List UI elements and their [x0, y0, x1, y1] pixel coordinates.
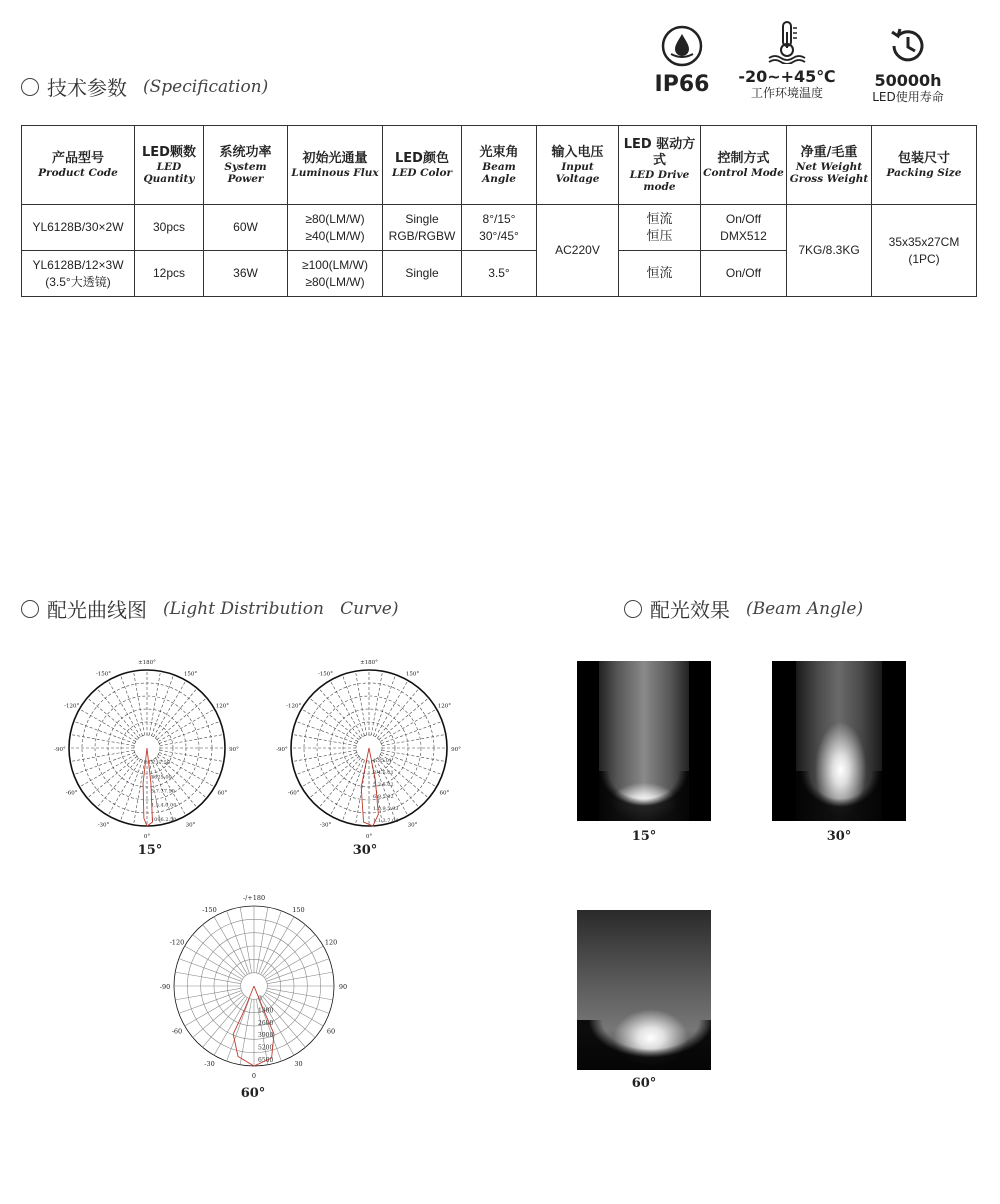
polar-radial-label: 1300 [258, 1007, 274, 1015]
polar-angle-label: 30 [294, 1060, 303, 1069]
polar-angle-label: 90 [338, 983, 348, 991]
thermometer-icon [765, 18, 809, 64]
cell-color: Single RGB/RGBW [383, 205, 462, 251]
cell-power: 36W [204, 251, 288, 297]
polar-angle-label: -120 [169, 938, 185, 947]
polar-angle-label: -30° [319, 822, 332, 829]
header-beam-angle: 光束角 Beam Angle [462, 126, 537, 205]
polar-radial-label: 0 [258, 995, 262, 1003]
polar-radial-label: 3900 [258, 1032, 274, 1040]
cell-flux: ≥80(LM/W) ≥40(LM/W) [288, 205, 383, 251]
polar-grid-spoke [379, 698, 429, 740]
polar-angle-label: -30° [97, 822, 110, 829]
cell-drive: 恒流 [619, 251, 701, 297]
polar-angle-label: -60° [65, 790, 78, 797]
polar-radial-label: 1.0.9.5.03 [373, 806, 399, 812]
beam-image-15 [577, 661, 711, 821]
polar-angle-label: -120° [64, 703, 80, 710]
polar-radial-label: 3625.00 [151, 774, 172, 781]
polar-radial-label: 5.17.50 [151, 760, 171, 767]
polar-angle-label: 120 [324, 938, 338, 947]
header-led-color: LED颜色 LED Color [383, 126, 462, 205]
spec-title-en: (Specification) [143, 76, 269, 97]
beam-image-30 [772, 661, 906, 821]
header-input-voltage: 输入电压 Input Voltage [537, 126, 619, 205]
polar-grid-spoke [87, 756, 137, 798]
polar-angle-label: 60 [326, 1027, 336, 1036]
curve-title-en: (Light Distribution Curve) [163, 598, 399, 619]
header-system-power: 系统功率 System Power [204, 126, 288, 205]
polar-grid-spoke [263, 925, 306, 976]
polar-angle-label: -90 [160, 983, 171, 991]
polar-angle-label: -150° [317, 671, 334, 678]
polar-grid-spoke [87, 698, 137, 740]
polar-grid-spoke [157, 698, 207, 740]
beam-title-en: (Beam Angle) [746, 598, 864, 619]
header-control-mode: 控制方式 Control Mode [701, 126, 787, 205]
lifetime-hours: 50000h [874, 71, 942, 90]
polar-radial-label: 1.5.4.0.00 [151, 802, 177, 809]
polar-diagram-60 [160, 893, 360, 1083]
polar-angle-label: -60° [287, 790, 300, 797]
polar-radial-label: 1.1.3.7.04 [373, 818, 399, 824]
polar-angle-label: ±180° [138, 660, 156, 666]
polar-radial-label: 6500 [258, 1056, 274, 1064]
cell-flux: ≥100(LM/W) ≥80(LM/W) [288, 251, 383, 297]
header-packing-size: 包装尺寸 Packing Size [872, 126, 977, 205]
polar-grid-spoke [264, 995, 315, 1038]
polar-grid-spoke [203, 925, 246, 976]
polar-grid-spoke [193, 995, 244, 1038]
beam-section-title [624, 594, 863, 623]
cell-weight: 7KG/8.3KG [787, 205, 872, 297]
spec-title-zh: 技术参数 [47, 76, 127, 100]
polar-angle-label: 90° [451, 747, 461, 753]
polar-angle-label: -/+180 [242, 894, 266, 902]
polar-radial-label: 5.7.37.50 [151, 788, 175, 795]
polar-angle-label: -30 [204, 1060, 215, 1069]
polar-grid-spoke [193, 935, 244, 978]
polar-radial-label: 3.4.5.01 [373, 770, 394, 776]
curve-title-zh: 配光曲线图 [47, 598, 147, 622]
cell-qty: 30pcs [135, 205, 204, 251]
polar-radial-label: 2600 [258, 1019, 274, 1027]
beam-caption-15: 15° [631, 829, 657, 844]
cell-code: YL6128B/12×3W (3.5°大透镜) [22, 251, 135, 297]
polar-angle-label: 30° [185, 822, 196, 829]
polar-radial-label: 1096.2.50 [151, 816, 177, 823]
cell-color: Single [383, 251, 462, 297]
beam-image-60 [577, 910, 711, 1070]
table-header-row [22, 126, 977, 205]
polar-caption-30: 30° [352, 843, 378, 858]
polar-radial-label: 5.3.5.02 [373, 782, 394, 788]
spec-table [21, 125, 977, 297]
table-row [22, 205, 977, 251]
bullet-circle-icon [21, 600, 39, 618]
lifetime-caption: LED使用寿命 [872, 90, 944, 104]
waterproof-icon [660, 24, 704, 68]
polar-diagram-15 [40, 655, 260, 840]
polar-angle-label: 30° [407, 822, 418, 829]
polar-angle-label: -150 [202, 905, 217, 914]
polar-diagram-30 [262, 655, 482, 840]
polar-angle-label: ±180° [360, 660, 378, 666]
cell-code: YL6128B/30×2W [22, 205, 135, 251]
polar-angle-label: 0 [251, 1072, 257, 1080]
polar-angle-label: 120° [437, 703, 451, 710]
polar-grid-spoke [377, 688, 419, 738]
polar-angle-label: -90° [54, 747, 66, 753]
beam-title-zh: 配光效果 [650, 598, 730, 622]
curve-section-title [21, 594, 399, 623]
cell-beam: 3.5° [462, 251, 537, 297]
temperature-range: -20~+45℃ [738, 67, 836, 86]
polar-grid-spoke [264, 935, 315, 978]
cell-voltage: AC220V [537, 205, 619, 297]
bullet-circle-icon [21, 78, 39, 96]
clock-icon [886, 24, 930, 68]
polar-angle-label: 0° [143, 834, 151, 840]
polar-grid-spoke [309, 756, 359, 798]
polar-angle-label: 60° [217, 790, 228, 797]
polar-angle-label: 120° [215, 703, 229, 710]
polar-radial-label: 1.35.01 [373, 758, 393, 764]
feature-temperature [737, 18, 837, 100]
cell-control: On/Off DMX512 [701, 205, 787, 251]
spec-section-title [21, 72, 268, 101]
polar-angle-label: -90° [276, 747, 288, 753]
cell-power: 60W [204, 205, 288, 251]
cell-control: On/Off [701, 251, 787, 297]
polar-grid-spoke [309, 698, 359, 740]
temperature-caption: 工作环境温度 [750, 86, 823, 100]
polar-radial-label: 6.9.5.02 [373, 794, 394, 800]
header-led-quantity: LED颗数 LED Quantity [135, 126, 204, 205]
polar-angle-label: 0° [365, 834, 373, 840]
beam-caption-60: 60° [631, 1076, 657, 1091]
polar-angle-label: -60 [171, 1027, 183, 1036]
cell-beam: 8°/15° 30°/45° [462, 205, 537, 251]
polar-grid-spoke [97, 688, 139, 738]
header-product-code: 产品型号 Product Code [22, 126, 135, 205]
feature-ip66 [648, 24, 716, 97]
polar-grid-spoke [319, 688, 361, 738]
cell-pack: 35x35x27CM (1PC) [872, 205, 977, 297]
feature-lifetime [858, 24, 958, 104]
polar-radial-label: 5200 [258, 1044, 274, 1052]
polar-angle-label: -120° [286, 703, 302, 710]
cell-qty: 12pcs [135, 251, 204, 297]
polar-grid-spoke [155, 688, 197, 738]
polar-grid-spoke [319, 758, 361, 808]
beam-caption-30: 30° [826, 829, 852, 844]
header-weight: 净重/毛重 Net Weight Gross Weight [787, 126, 872, 205]
polar-angle-label: 60° [439, 790, 450, 797]
polar-angle-label: 150° [405, 671, 420, 678]
bullet-circle-icon [624, 600, 642, 618]
cell-drive: 恒流 恒压 [619, 205, 701, 251]
polar-angle-label: 150 [292, 905, 305, 914]
polar-grid-spoke [97, 758, 139, 808]
polar-angle-label: -150° [95, 671, 112, 678]
polar-angle-label: 90° [229, 747, 239, 753]
polar-angle-label: 150° [183, 671, 198, 678]
polar-caption-15: 15° [137, 843, 163, 858]
polar-caption-60: 60° [240, 1086, 266, 1101]
header-luminous-flux: 初始光通量 Luminous Flux [288, 126, 383, 205]
ip-rating: IP66 [654, 72, 710, 97]
header-drive-mode: LED 驱动方式 LED Drive mode [619, 126, 701, 205]
